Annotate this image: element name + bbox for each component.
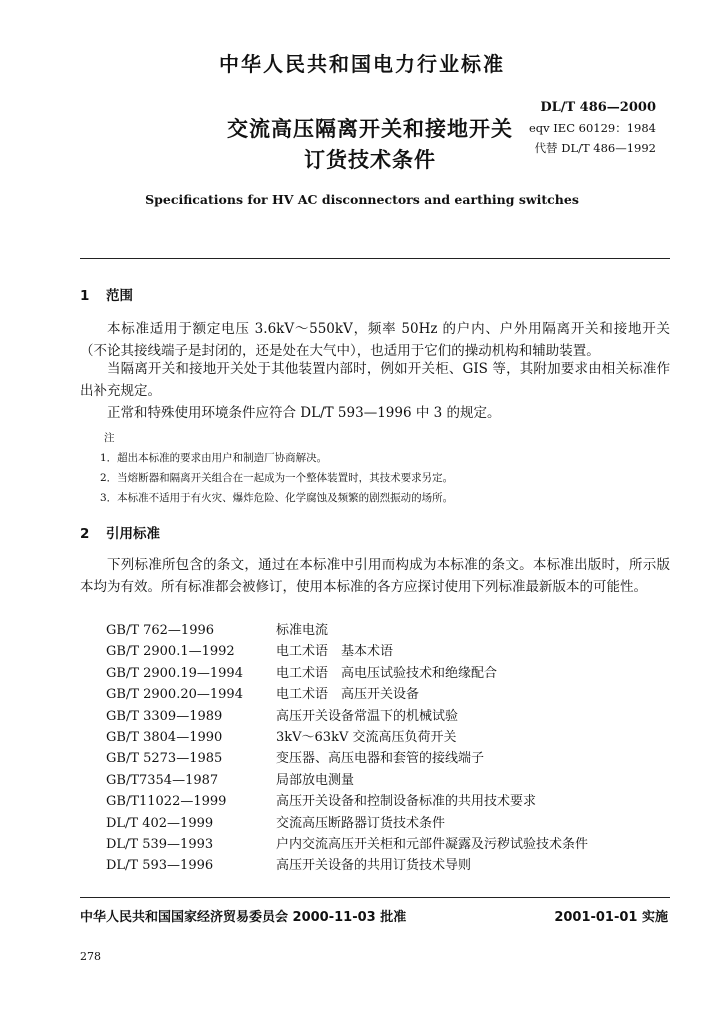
reference-title: 高压开关设备和控制设备标准的共用技术要求 [276,794,537,810]
reference-row [106,834,670,855]
standard-number: DL/T 486—2000 [540,100,656,115]
reference-title: 电工术语 高压开关设备 [276,687,420,703]
section-2-title: 引用标准 [106,526,160,542]
top-divider [80,258,670,259]
note-item: 1．超出本标准的要求由用户和制造厂协商解决。 [100,452,328,464]
reference-code: DL/T 402—1999 [106,815,214,831]
section-2-heading [80,522,160,542]
scope-paragraph-2: 当隔离开关和接地开关处于其他装置内部时，例如开关柜、GIS 等，其附加要求由相关标准作出补充规定。 [80,361,670,399]
note-label: 注 [104,432,115,444]
standard-info [520,98,656,158]
notes-block [100,428,670,508]
section-1-heading [80,284,133,304]
reference-code: GB/T 3309—1989 [106,708,223,724]
references-intro: 下列标准所包含的条文，通过在本标准中引用而构成为本标准的条文。本标准出版时，所示版本均为有效。所有标准都会被修订，使用本标准的各方应探讨使用下列标准最新版本的可能性。 [80,557,670,595]
reference-title: 3kV～63kV 交流高压负荷开关 [276,729,457,745]
reference-row [106,663,670,684]
reference-code: DL/T 539—1993 [106,836,214,852]
reference-code: GB/T 2900.20—1994 [106,687,243,703]
reference-code: GB/T7354—1987 [106,772,219,788]
reference-row [106,684,670,705]
section-1-title: 范围 [106,288,133,304]
reference-title: 交流高压断路器订货技术条件 [276,815,446,831]
document-title [220,114,520,176]
reference-title: 变压器、高压电器和套管的接线端子 [276,751,485,767]
english-title: Specifications for HV AC disconnectors and earthing switches [145,192,579,207]
section-1-number: 1 [80,288,90,304]
reference-code: GB/T11022—1999 [106,794,227,810]
issuing-organization: 中华人民共和国电力行业标准 [219,52,505,76]
reference-row [106,855,670,876]
standard-equivalent: eqv IEC 60129：1984 [528,121,656,135]
reference-list [106,620,670,877]
reference-row [106,620,670,641]
reference-row [106,791,670,812]
reference-title: 高压开关设备常温下的机械试验 [276,708,459,724]
approval-statement: 中华人民共和国国家经济贸易委员会 2000-11-03 批准 [80,910,407,925]
note-item: 3．本标准不适用于有火灾、爆炸危险、化学腐蚀及频繁的剧烈振动的场所。 [100,492,454,504]
reference-code: GB/T 762—1996 [106,623,215,638]
reference-title: 高压开关设备的共用订货技术导则 [276,858,472,874]
section-2-number: 2 [80,526,90,542]
reference-title: 电工术语 高电压试验技术和绝缘配合 [276,665,498,681]
reference-code: GB/T 2900.1—1992 [106,644,235,660]
reference-row [106,770,670,791]
reference-row [106,727,670,748]
standard-replaces: 代替 DL/T 486—1992 [534,141,656,155]
reference-code: GB/T 5273—1985 [106,751,223,767]
title-line-2: 订货技术条件 [304,148,436,172]
reference-row [106,813,670,834]
reference-code: GB/T 2900.19—1994 [106,665,243,681]
reference-title: 户内交流高压开关柜和元部件凝露及污秽试验技术条件 [276,836,589,852]
implementation-date: 2001-01-01 实施 [554,910,668,925]
reference-title: 局部放电测量 [276,772,355,788]
note-item: 2．当熔断器和隔离开关组合在一起成为一个整体装置时，其技术要求另定。 [100,472,454,484]
reference-code: DL/T 593—1996 [106,858,214,874]
reference-title: 标准电流 [276,623,329,638]
bottom-divider [80,897,670,898]
reference-code: GB/T 3804—1990 [106,729,223,745]
scope-paragraph-3: 正常和特殊使用环境条件应符合 DL/T 593—1996 中 3 的规定。 [107,405,501,421]
scope-paragraph-1: 本标准适用于额定电压 3.6kV～550kV，频率 50Hz 的户内、户外用隔离开关和接地开关（不论其接线端子是封闭的，还是处在大气中），也适用于它们的操动机构和辅助装置。 [80,321,670,359]
reference-title: 电工术语 基本术语 [276,644,394,660]
reference-row [106,748,670,769]
page-number: 278 [80,950,101,963]
reference-row [106,706,670,727]
reference-row [106,641,670,662]
title-line-1: 交流高压隔离开关和接地开关 [227,117,513,141]
